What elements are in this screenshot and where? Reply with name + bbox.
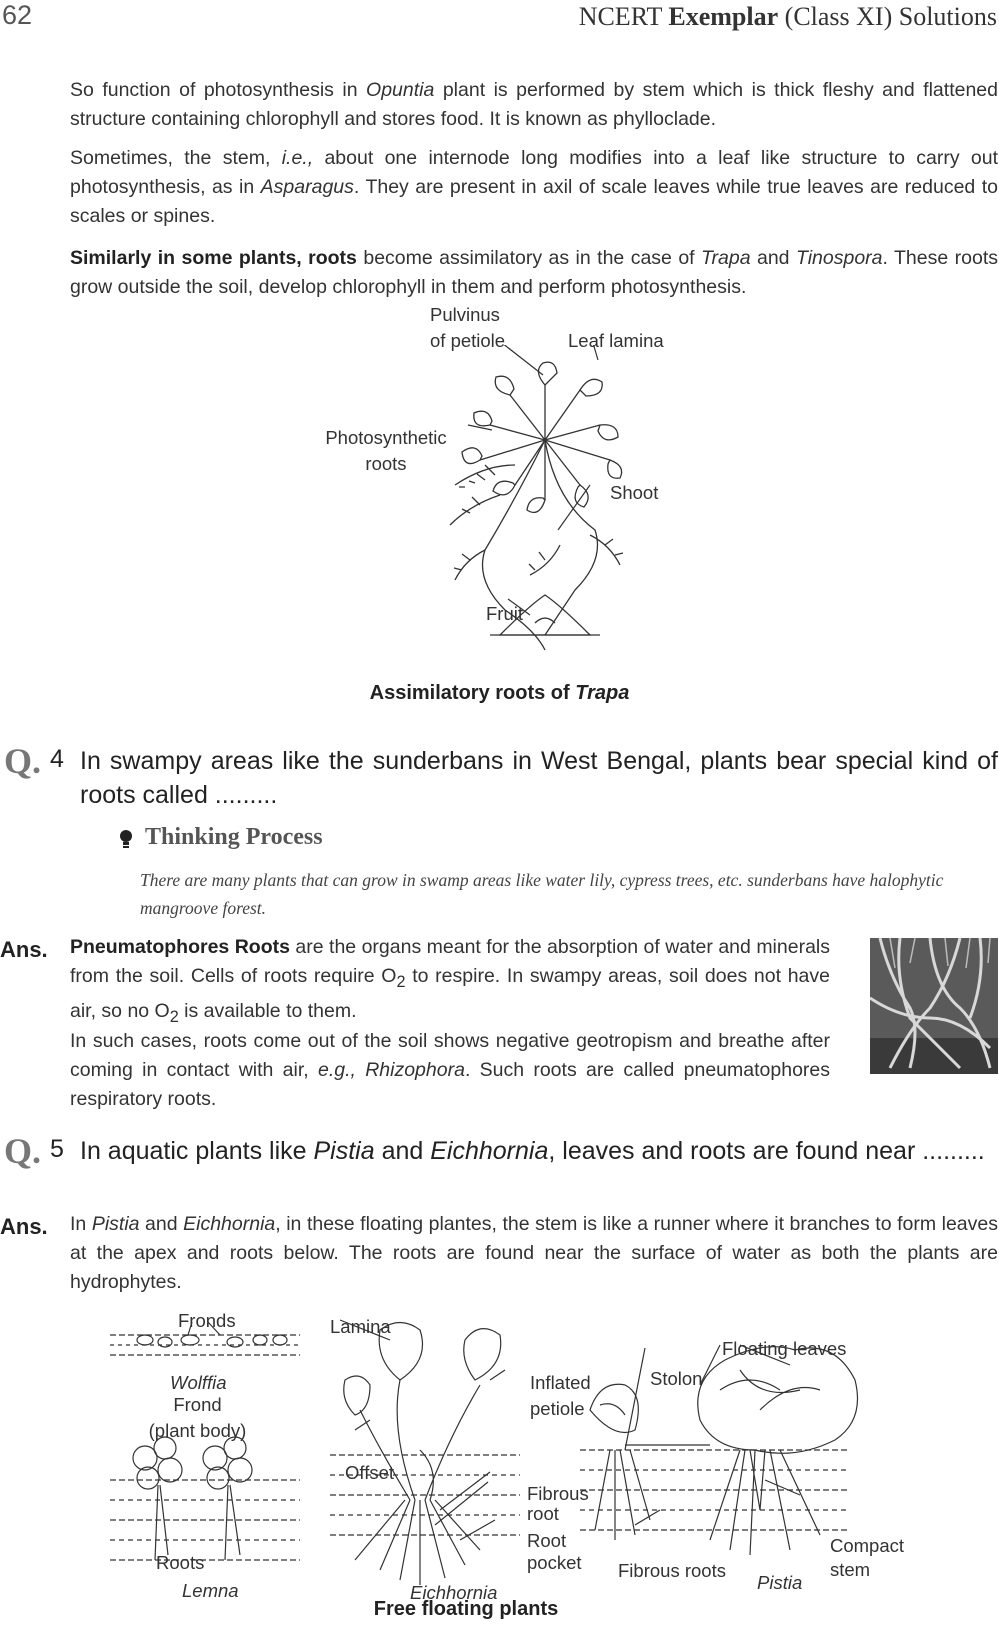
pneumatophores-photo bbox=[870, 938, 998, 1074]
running-header bbox=[579, 2, 997, 32]
q4-mark: Q. bbox=[4, 741, 42, 781]
thinking-process-title: Thinking Process bbox=[145, 824, 323, 850]
label-lamina: Lamina bbox=[330, 1316, 391, 1337]
label-pistia: Pistia bbox=[757, 1572, 803, 1593]
q4-number: 4 bbox=[50, 745, 64, 773]
label-fibrous-root: Fibrous root bbox=[527, 1483, 589, 1524]
header-title-post: (Class XI) Solutions bbox=[778, 2, 997, 31]
intro-paragraph-2: Sometimes, the stem, i.e., about one internode long modifies into a leaf like structure to carry out photosynthesis, as in Asparagus. They are present in axil of scale leaves while true leaves are reduced to scales or spines. bbox=[70, 147, 998, 227]
figure2-caption: Free floating plants bbox=[373, 1598, 559, 1620]
figure1-caption: Assimilatory roots of Trapa bbox=[369, 682, 630, 704]
q4-question: In swampy areas like the sunderbans in West Bengal, plants bear special kind of roots called ......... bbox=[80, 747, 998, 809]
label-fruit: Fruit bbox=[486, 603, 523, 624]
label-frond-plant-body: Frond (plant body) bbox=[148, 1394, 247, 1441]
label-lemna: Lemna bbox=[182, 1580, 239, 1601]
q5-answer-text: In Pistia and Eichhornia, in these floating plantes, the stem is like a runner where it branches to form leaves at the apex and roots below. The roots are found near the surface of water as both the plants are hydrophytes. bbox=[70, 1213, 998, 1293]
label-photosynthetic-roots: Photosynthetic roots bbox=[325, 427, 447, 474]
label-stolon: Stolon bbox=[650, 1368, 703, 1389]
trapa-illustration bbox=[440, 345, 680, 675]
label-inflated-petiole: Inflated petiole bbox=[530, 1372, 591, 1419]
label-shoot: Shoot bbox=[610, 482, 659, 503]
label-fronds: Fronds bbox=[178, 1310, 236, 1331]
label-eichhornia: Eichhornia bbox=[410, 1582, 498, 1603]
label-wolffia: Wolffia bbox=[170, 1372, 227, 1393]
label-pulvinus: Pulvinus of petiole bbox=[430, 304, 506, 351]
q5-question: In aquatic plants like Pistia and Eichhornia, leaves and roots are found near ......... bbox=[80, 1137, 985, 1165]
intro-paragraph-1: So function of photosynthesis in Opuntia plant is performed by stem which is thick fleshy and flattened structure containing chlorophyll and stores food. It is known as phylloclade. bbox=[70, 79, 998, 130]
label-roots: Roots bbox=[156, 1552, 205, 1573]
lightbulb-icon bbox=[118, 828, 134, 852]
q5-number: 5 bbox=[50, 1135, 64, 1163]
intro-paragraph-3: Similarly in some plants, roots become assimilatory as in the case of Trapa and Tinospora. These roots grow outside the soil, develop chlorophyll in them and perform photosynthesis. bbox=[70, 247, 999, 298]
q4-answer-label: Ans. bbox=[0, 937, 48, 962]
q5-mark: Q. bbox=[4, 1131, 42, 1171]
header-title-bold: Exemplar bbox=[668, 2, 779, 31]
q5-answer-label: Ans. bbox=[0, 1214, 48, 1239]
thinking-process-text: There are many plants that can grow in swamp areas like water lily, cypress trees, etc. sunderbans have halophytic mangroove forest. bbox=[140, 870, 944, 918]
label-offset: Offset bbox=[345, 1462, 395, 1483]
page-number: 62 bbox=[2, 0, 33, 30]
label-floating-leaves: Floating leaves bbox=[722, 1338, 847, 1359]
q4-answer-paragraph-2: In such cases, roots come out of the soil shows negative geotropism and breathe after coming in contact with air, e.g., Rhizophora. Such roots are called pneumatophores respiratory roots. bbox=[70, 1030, 831, 1110]
label-leaf-lamina: Leaf lamina bbox=[568, 330, 664, 351]
label-root-pocket: Root pocket bbox=[527, 1530, 582, 1573]
header-title-pre: NCERT bbox=[578, 2, 669, 31]
q4-answer-paragraph-1: Pneumatophores Roots are the organs meant for the absorption of water and minerals from the soil. Cells of roots require $O_2$ to respire. In swampy areas, soil does not have air, so no $O_2$ is available to them. bbox=[70, 936, 830, 1026]
label-compact-stem: Compact stem bbox=[830, 1535, 905, 1580]
label-fibrous-roots: Fibrous roots bbox=[618, 1560, 726, 1581]
